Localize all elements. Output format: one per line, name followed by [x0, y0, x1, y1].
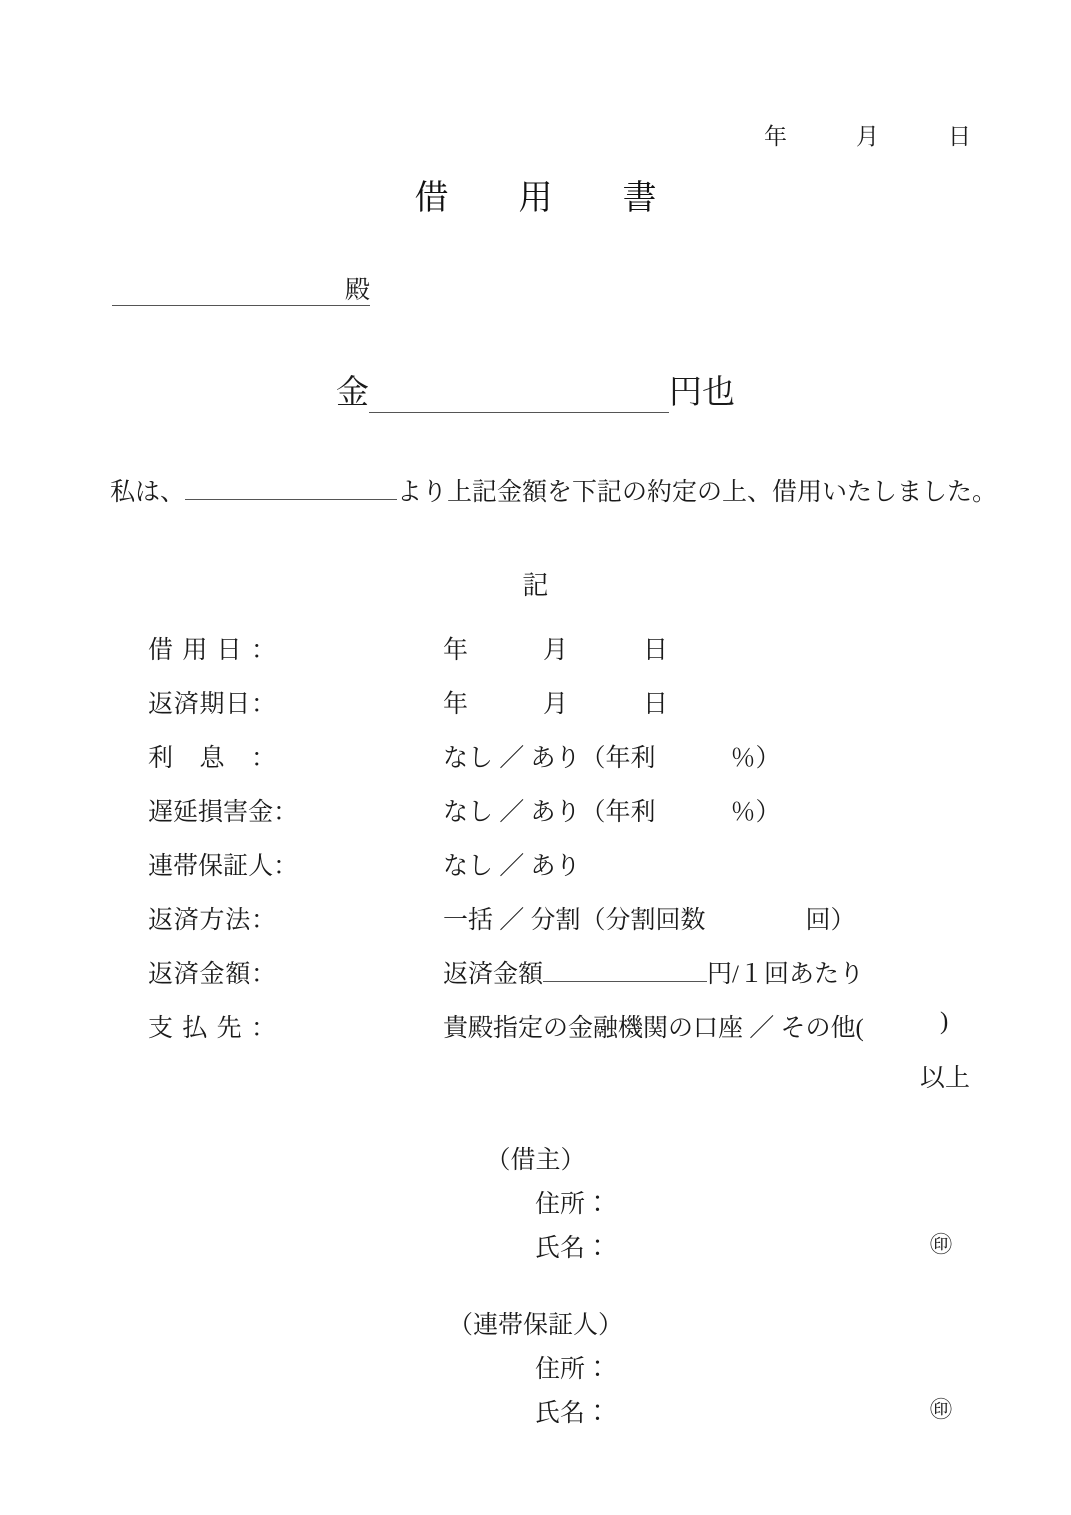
seal-icon: ㊞ [930, 1398, 953, 1423]
detail-value-due-date[interactable]: 年 月 日 [443, 691, 669, 718]
detail-row-due-date [0, 684, 1071, 738]
payee-other-paren-close: ) [940, 1008, 949, 1035]
signature-title-borrower: （借主） [485, 1147, 586, 1174]
detail-value-guarantor[interactable]: なし ／ あり [443, 853, 581, 880]
seal-icon: ㊞ [930, 1233, 953, 1258]
detail-value-repayment-method[interactable]: 一括 ／ 分割（分割回数 回） [443, 907, 856, 934]
detail-value-borrow-date[interactable]: 年 月 日 [443, 637, 669, 664]
addressee-honorific-label: 殿 [344, 277, 370, 304]
guarantor-address-label[interactable]: 住所： [535, 1356, 611, 1383]
amount-input-blank[interactable] [369, 374, 669, 413]
detail-label-guarantor: 連 帯 保 証 人 ： [148, 853, 299, 880]
detail-row-payee [0, 1008, 1071, 1062]
detail-value-payee[interactable]: 貴殿指定の金融機関の口座 ／ その他( [443, 1015, 864, 1042]
amount-row [0, 366, 1071, 413]
detail-value-interest[interactable]: なし ／ あり（年利 ％） [443, 745, 781, 772]
detail-label-payee: 支 払 先 ： [148, 1015, 276, 1042]
closing-text: 以上 [920, 1065, 971, 1092]
guarantor-name-label[interactable]: 氏名： [535, 1400, 611, 1427]
detail-label-late-charge: 遅 延 損 害 金 ： [148, 799, 299, 826]
details-list [0, 630, 1071, 1062]
detail-row-guarantor [0, 846, 1071, 900]
detail-label-repayment-amount: 返 済 金 額 ： [148, 961, 276, 988]
amount-prefix-label: 金 [336, 375, 369, 411]
detail-value-repayment-amount [443, 954, 864, 990]
detail-value-late-charge[interactable]: なし ／ あり（年利 ％） [443, 799, 781, 826]
detail-row-interest [0, 738, 1071, 792]
repayment-amount-blank[interactable] [543, 954, 707, 982]
detail-label-due-date: 返 済 期 日 ： [148, 691, 276, 718]
lender-name-blank[interactable] [185, 472, 397, 500]
signature-title-guarantor: （連帯保証人） [447, 1312, 623, 1339]
statement-paragraph [110, 472, 997, 508]
ki-heading: 記 [522, 571, 549, 600]
detail-label-borrow-date: 借 用 日 ： [148, 637, 276, 664]
repayment-amount-suffix-label: 円/１回あたり [707, 961, 864, 988]
detail-row-late-charge [0, 792, 1071, 846]
amount-suffix-label: 円也 [669, 375, 735, 411]
borrower-name-label[interactable]: 氏名： [535, 1235, 611, 1262]
repayment-amount-prefix-label: 返済金額 [443, 961, 544, 988]
borrower-address-label[interactable]: 住所： [535, 1191, 611, 1218]
detail-row-repayment-amount [0, 954, 1071, 1008]
page-title: 借 用 書 [414, 180, 675, 217]
detail-label-interest: 利 息 ： [148, 745, 276, 772]
statement-tail-text: より上記金額を下記の約定の上、借用いたしました。 [397, 479, 998, 506]
detail-row-repayment-method [0, 900, 1071, 954]
addressee-field[interactable] [112, 272, 370, 306]
statement-lead-text: 私は、 [110, 479, 186, 506]
detail-row-borrow-date [0, 630, 1071, 684]
detail-label-repayment-method: 返 済 方 法 ： [148, 907, 276, 934]
header-date: 年 月 日 [764, 124, 971, 149]
